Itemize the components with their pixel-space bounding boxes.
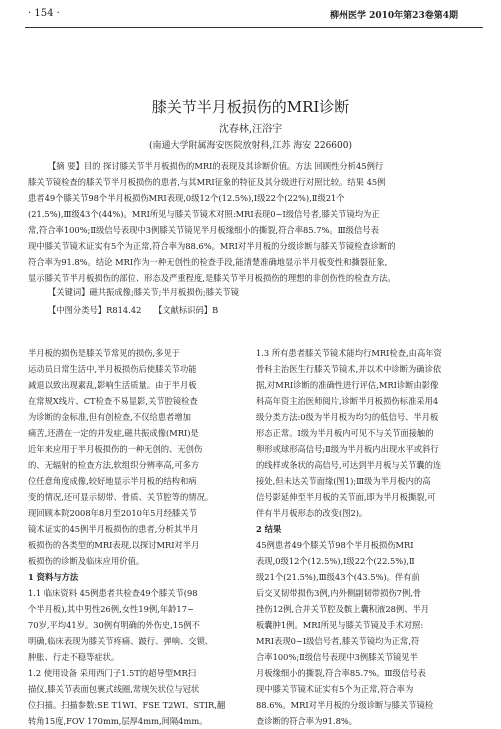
article-title: 膝关节半月板损伤的MRI诊断: [151, 98, 350, 116]
left-column: [28, 345, 246, 729]
body-line: 现中膝关节镜术证实有5个为正常,符合率为: [256, 684, 414, 694]
body-line: 科高年资主治医师阅片,诊断半月板损伤标准采用4: [256, 396, 439, 406]
abstract-line: 患者49个膝关节98个半月板损伤MRI表现,0级12个(12.5%),Ⅰ级22个(22%),Ⅱ级21个: [28, 193, 345, 203]
keywords: 【关键词】磁共振成像;膝关节;半月板损伤;膝关节镜: [48, 287, 239, 297]
journal-header: 柳州医学 2010年第23卷第4期: [330, 11, 458, 21]
abstract-line: 现中膝关节镜术证实有5个为正常,符合率为88.6%。MRI对半月板的分级诊断与膝关节镜检查诊断的: [28, 241, 396, 251]
abstract-line: 【摘 要】目的 探讨膝关节半月板损伤的MRI的表现及其诊断价值。方法 回顾性分析45例行: [48, 161, 384, 171]
abstract: [28, 158, 474, 286]
body-line: 1.1 临床资料 45例患者共检查49个膝关节(98: [28, 588, 198, 598]
body-line: 挫伤12例,合并关节腔及髌上囊积液28例、半月: [256, 604, 430, 614]
body-line: 描仪,膝关节表面包裹式线圈,常规矢状位与冠状: [28, 684, 200, 694]
body-line: 板囊肿1例。MRI所见与膝关节镜及手术对照:: [256, 620, 424, 630]
abstract-line: 膝关节镜检查的膝关节半月板损伤的患者,与其MRI征象的特征及其分级进行对照比较。结果 45例: [28, 177, 386, 187]
abstract-line: 常,符合率100%;Ⅱ级信号表现中3例膝关节镜见半月板缘细小的撕裂,符合率85.7%。Ⅲ级信号表: [28, 225, 379, 235]
body-line: 肿胀、行走不稳等症状。: [28, 652, 120, 662]
body-line: 合率100%;Ⅱ级信号表现中3例膝关节镜见半: [256, 652, 418, 662]
body-line: 个半月板),其中男性26例,女性19例,年龄17~: [28, 604, 194, 614]
body-line: 表现,0级12个(12.5%),Ⅰ级22个(22.5%),Ⅱ: [256, 556, 415, 566]
section-heading: 2 结果: [256, 524, 282, 534]
body-line: 运动员日常生活中,半月板损伤后使膝关节功能: [28, 364, 197, 374]
body-line: 信号影延伸至半月板的关节面,即为半月板撕裂,可: [256, 492, 436, 502]
abstract-line: (21.5%),Ⅲ级43个(44%)。MRI所见与膝关节镜术对照:MRI表现0~Ⅰ级信号者,膝关节镜均为正: [28, 209, 380, 219]
body-line: 板损伤的诊断及临床应用价值。: [28, 556, 145, 566]
body-line: 在常规X线片、CT检查不易显影,关节腔镜检查: [28, 396, 198, 406]
body-line: 级21个(21.5%),Ⅲ级43个(43.5%)。伴有前: [256, 572, 420, 582]
body-line: 形态正常。Ⅰ级为半月板内可见不与关节面接触的: [256, 428, 434, 438]
body-line: 月板缘细小的撕裂,符合率85.7%。Ⅲ级信号表: [256, 668, 426, 678]
body-line: 据,对MRI诊断的准确性进行评估,MRI诊断由影像: [256, 380, 439, 390]
classification: [48, 304, 228, 316]
body-line: 级分类方法:0级为半月板为均匀的低信号、半月板: [256, 412, 439, 422]
abstract-line: 符合率为91.8%。结论 MRI作为一种无创性的检查手段,能清楚准确地显示半月板变性和撕裂征象,: [28, 257, 388, 267]
body-line: 痛苦,还潜在一定的并发症,磁共振成像(MRI)是: [28, 428, 199, 438]
document-code: 【文献标识码】B: [154, 305, 219, 315]
abstract-line: 显示膝关节半月板损伤的部位、形态及严重程度,是膝关节半月板损伤的理想的非创伤性的检查方法。: [28, 273, 396, 283]
body-line: 伴有半月板形态的改变(图2)。: [256, 508, 368, 518]
body-line: 1.3 所有患者膝关节镜术能均行MRI检查,由高年资: [256, 348, 442, 358]
body-line: 减退以致出现素乱,影响生活质量。由于半月板: [28, 380, 197, 390]
body-line: MRI表现0~Ⅰ级信号者,膝关节镜均为正常,符: [256, 636, 420, 646]
body-line: 近年来应用于半月板损伤的一种无创的、无创伤: [28, 444, 203, 454]
body-line: 查诊断的符合率为91.8%。: [256, 716, 358, 726]
right-column: [256, 345, 474, 729]
body-line: 半月板的损伤是膝关节常见的损伤,多见于: [28, 348, 180, 358]
body-line: 现回顾本院2008年8月至2010年5月经膝关节: [28, 508, 197, 518]
body-line: 45例患者49个膝关节98个半月板损伤MRI: [256, 540, 414, 550]
body-line: 位任意角度成像,较好地显示半月板的结构和病: [28, 476, 197, 486]
body-line: 为诊断的金标准,但有创检查,不仅给患者增加: [28, 412, 191, 422]
header-rule: [25, 27, 483, 28]
clc-number: 【中图分类号】R814.42: [48, 305, 142, 315]
authors: 沈春林,汪浴宇: [218, 124, 283, 135]
body-line: 接处,但未达关节面缘(图1);Ⅲ级为半月板内的高: [256, 476, 431, 486]
body-line: 卵形或球形高信号;Ⅱ级为半月板内出现水平或斜行: [256, 444, 439, 454]
body-line: 骨科主治医生行膝关节镜术,并以术中诊断为确诊依: [256, 364, 442, 374]
body-line: 88.6%。MRI对半月板的分级诊断与膝关节镜检: [256, 700, 434, 710]
body-line: 的、无辐射的检查方法,软组织分辨率高,可多方: [28, 460, 200, 470]
body-line: 后交叉韧带损伤3例,内外侧副韧带损伤7例,骨: [256, 588, 422, 598]
body-line: 位扫描。扫描参数:SE T1WI、FSE T2WI、STIR,翻: [28, 700, 226, 710]
body-line: 转角15度,FOV 170mm,层厚4mm,间隔4mm。: [28, 716, 208, 726]
body-line: 镜术证实的45例半月板损伤的患者,分析其半月: [28, 524, 199, 534]
body-line: 1.2 使用设备 采用西门子1.5T的超导型MR扫: [28, 668, 197, 678]
body-line: 70岁,平均41岁。30例有明确的外伤史,15例不: [28, 620, 200, 630]
body-line: 板损伤的各类型的MRI表现,以探讨MRI对半月: [28, 540, 200, 550]
section-heading: 1 资料与方法: [28, 572, 79, 582]
body-line: 的线样或条状的高信号,可达到半月板与关节囊的连: [256, 460, 442, 470]
body-line: 变的情况,还可显示韧带、骨质、关节腔等的情况。: [28, 492, 214, 502]
body-line: 明确,临床表现为膝关节疼痛、跛行、弹响、交锁、: [28, 636, 214, 646]
affiliation: (南通大学附属海安医院放射科,江苏 海安 226600): [149, 141, 352, 151]
page-number: · 154 ·: [28, 8, 60, 19]
